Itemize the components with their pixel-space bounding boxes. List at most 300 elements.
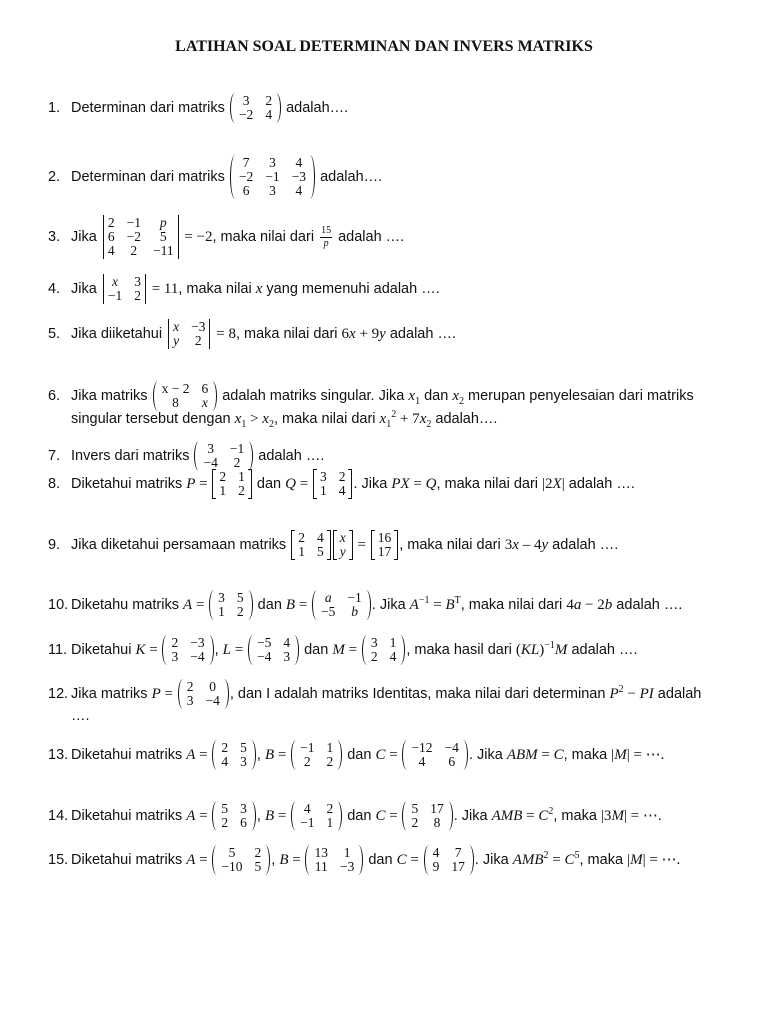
subscript: 2 <box>459 396 464 407</box>
math-symbols: = <box>295 476 312 492</box>
math-term <box>375 807 385 825</box>
matrix <box>305 845 363 875</box>
superscript: T <box>454 595 461 606</box>
right-bracket <box>327 530 331 560</box>
problem-number: 3. <box>48 229 61 245</box>
matrix <box>312 590 371 620</box>
left-determinant-bar <box>168 319 169 349</box>
matrix-cell: 4 <box>418 754 426 769</box>
math-variable: C <box>375 747 386 763</box>
math-term <box>410 596 430 614</box>
matrix-cell: 1 <box>219 483 227 498</box>
problem-line <box>48 215 404 259</box>
math-term <box>349 325 356 343</box>
matrix-cell: 4 <box>107 243 115 258</box>
right-determinant-bar <box>145 274 146 304</box>
problem-text: adalah …. <box>567 642 638 658</box>
problem-line <box>48 679 701 709</box>
problem-number: 9. <box>48 537 61 553</box>
math-variable: A <box>183 597 193 613</box>
problem-text: Diketahui matriks <box>71 852 187 868</box>
matrix-cell: 3 <box>242 93 250 108</box>
math-variable: KL <box>520 642 540 658</box>
math-variable: M <box>611 808 624 824</box>
matrix-cell: 4 <box>338 483 346 498</box>
math-term <box>342 325 350 343</box>
matrix-cell: 5 <box>316 544 324 559</box>
matrix-cell: −4 <box>205 693 220 708</box>
math-symbols: = 8 <box>212 326 236 342</box>
math-term <box>380 410 397 428</box>
matrix-cell: 1 <box>238 469 245 484</box>
math-term <box>492 807 523 825</box>
matrix-cell: 3 <box>218 590 225 605</box>
problem-text: adalah <box>653 686 702 702</box>
matrix-cell: 2 <box>221 740 229 755</box>
math-symbols: = <box>195 852 212 868</box>
matrix-cell: −2 <box>238 107 254 122</box>
problem-text: adalah …. <box>548 537 619 553</box>
math-symbols: = <box>231 642 247 658</box>
matrix-grid <box>218 740 250 770</box>
math-symbols: = <box>192 597 209 613</box>
matrix-cell: 16 <box>377 530 392 545</box>
problem-text: dan <box>253 597 286 613</box>
problem-text: , maka nilai <box>178 281 256 297</box>
matrix <box>194 441 253 471</box>
math-variable: y <box>541 537 549 553</box>
problem-number: 15. <box>48 852 69 868</box>
matrix-cell: b <box>351 604 358 619</box>
right-parenthesis <box>336 740 342 770</box>
problem-text: dan <box>300 642 333 658</box>
matrix-cell: 5 <box>228 845 236 860</box>
subscript: 1 <box>241 419 247 430</box>
math-variable: K <box>135 642 146 658</box>
problem-text: , <box>256 747 265 763</box>
problem-line <box>48 590 682 620</box>
problem-number: 13. <box>48 747 69 763</box>
right-parenthesis <box>399 635 405 665</box>
matrix-cell: 1 <box>218 604 225 619</box>
matrix-cell: 2 <box>326 801 334 816</box>
matrix-cell: −3 <box>339 859 355 874</box>
math-variable: M <box>614 747 627 763</box>
bracket-matrix <box>371 530 399 560</box>
matrix-cell: 2 <box>370 649 378 664</box>
math-variable: B <box>264 747 275 763</box>
math-variable: PX <box>391 476 410 492</box>
right-parenthesis <box>250 740 256 770</box>
matrix-cell: 5 <box>236 590 244 605</box>
problem-text: dan <box>252 476 286 492</box>
problem-text: Invers dari matriks <box>71 448 194 464</box>
matrix-cell: 13 <box>314 845 328 860</box>
matrix-cell: 2 <box>130 243 138 258</box>
matrix-grid <box>200 441 247 471</box>
math-term <box>519 536 542 554</box>
right-parenthesis <box>211 381 217 411</box>
matrix <box>230 155 315 199</box>
matrix-cell: 2 <box>233 455 241 470</box>
matrix-cell: 4 <box>432 845 440 860</box>
math-variable: AMB <box>491 808 523 824</box>
math-variable: ABM <box>506 747 538 763</box>
math-variable: C <box>538 808 549 824</box>
matrix-cell: 3 <box>134 274 141 289</box>
math-term <box>186 475 195 493</box>
math-variable: P <box>186 476 196 492</box>
matrix-cell: 2 <box>265 93 273 108</box>
matrix-cell: −4 <box>190 649 205 664</box>
matrix-cell: 5 <box>411 801 419 816</box>
matrix-grid <box>105 274 144 304</box>
superscript: 2 <box>391 409 397 420</box>
math-term <box>296 475 312 493</box>
right-bracket <box>349 530 353 560</box>
problem-text: Diketahui matriks <box>71 476 187 492</box>
math-term <box>379 325 386 343</box>
matrix <box>162 635 213 665</box>
matrix-cell: 3 <box>370 635 378 650</box>
matrix-cell: 17 <box>430 801 444 816</box>
math-variable: x <box>255 281 263 297</box>
matrix-grid <box>105 215 177 259</box>
math-term <box>195 851 211 869</box>
matrix-cell: 6 <box>448 754 456 769</box>
matrix-cell: −3 <box>190 635 205 650</box>
determinant <box>167 319 211 349</box>
matrix-cell: 4 <box>265 107 273 122</box>
problem-number: 7. <box>48 448 61 464</box>
math-variable: x <box>452 388 459 404</box>
matrix-grid <box>236 155 309 199</box>
matrix-cell: 1 <box>326 740 334 755</box>
math-symbols: | <box>627 852 631 868</box>
math-term <box>246 410 262 428</box>
matrix-cell: y <box>339 544 346 559</box>
problem-text: , maka <box>553 808 601 824</box>
math-variable: x <box>234 411 242 427</box>
math-symbols: | <box>611 747 615 763</box>
math-term <box>262 410 274 428</box>
superscript: 2 <box>618 684 624 695</box>
matrix-cell: 2 <box>298 530 305 545</box>
matrix-cell: 4 <box>295 183 303 198</box>
problem-line <box>48 635 638 665</box>
matrix-cell: 3 <box>207 441 215 456</box>
matrix-cell: 9 <box>432 859 440 874</box>
math-variable: C <box>396 852 407 868</box>
math-term <box>231 641 247 659</box>
math-term <box>605 596 613 614</box>
matrix-cell: 3 <box>283 649 291 664</box>
matrix-cell: 5 <box>240 740 247 755</box>
math-term <box>420 410 432 428</box>
matrix-cell: 3 <box>240 754 247 769</box>
problem-line <box>48 469 635 499</box>
matrix-cell: 2 <box>303 754 311 769</box>
math-term <box>452 387 464 405</box>
matrix-cell: −4 <box>444 740 459 755</box>
math-term <box>624 807 662 825</box>
matrix-cell: 4 <box>221 754 229 769</box>
math-symbols: − <box>623 686 640 702</box>
matrix <box>230 93 281 123</box>
right-parenthesis <box>468 845 474 875</box>
math-term <box>391 475 409 493</box>
matrix-grid <box>317 469 349 499</box>
math-variable: x <box>512 537 519 553</box>
right-bracket <box>348 469 352 499</box>
matrix-cell: 1 <box>319 483 327 498</box>
matrix-cell: 2 <box>194 333 202 348</box>
math-symbols: | <box>561 476 565 492</box>
math-term <box>265 807 274 825</box>
math-variable: A <box>186 808 196 824</box>
matrix-cell: −4 <box>203 455 218 470</box>
math-term <box>539 641 555 659</box>
subscript: 2 <box>268 419 274 430</box>
matrix-cell: 1 <box>326 815 334 830</box>
math-term <box>574 596 582 614</box>
matrix <box>248 635 299 665</box>
math-term <box>429 596 445 614</box>
matrix-cell: 4 <box>303 801 311 816</box>
math-term <box>195 746 211 764</box>
subscript: 2 <box>426 419 432 430</box>
math-variable: L <box>222 642 231 658</box>
math-symbols: = <box>344 642 361 658</box>
problem-text: adalah …. <box>564 476 635 492</box>
math-variable: M <box>332 642 345 658</box>
problem-text: , maka hasil dari <box>406 642 516 658</box>
problem-number: 4. <box>48 281 61 297</box>
matrix-grid <box>430 845 468 875</box>
matrix-cell: 1 <box>343 845 351 860</box>
math-term <box>288 851 304 869</box>
math-symbols: |3 <box>600 808 612 824</box>
math-term <box>408 387 420 405</box>
math-variable: B <box>279 852 289 868</box>
matrix-cell: 11 <box>314 859 328 874</box>
matrix-grid <box>218 845 264 875</box>
problem-text: adalah matriks singular. Jika <box>218 388 409 404</box>
matrix-cell: −10 <box>221 859 243 874</box>
math-term <box>624 685 640 703</box>
matrix-cell: −11 <box>152 243 174 258</box>
math-term <box>385 746 401 764</box>
math-term <box>274 746 290 764</box>
math-variable: P <box>151 686 161 702</box>
matrix-grid <box>254 635 293 665</box>
math-symbols: – 4 <box>518 537 542 553</box>
matrix <box>212 740 256 770</box>
fraction-numerator: 15 <box>321 224 332 236</box>
problem-text: , maka nilai dari <box>436 476 543 492</box>
math-variable: B <box>264 808 275 824</box>
matrix <box>402 740 468 770</box>
problem-line <box>48 801 662 831</box>
matrix-cell: −5 <box>256 635 272 650</box>
matrix-cell: −1 <box>265 169 280 184</box>
math-term <box>186 746 195 764</box>
problem-line <box>48 740 664 770</box>
matrix-grid <box>297 801 336 831</box>
matrix-grid <box>216 469 248 499</box>
matrix <box>291 740 342 770</box>
math-term <box>152 685 161 703</box>
problem-line <box>48 381 694 411</box>
matrix-grid <box>375 530 395 560</box>
matrix <box>153 381 218 411</box>
problem-text: , maka nilai dari <box>460 597 567 613</box>
math-term <box>542 475 553 493</box>
matrix-cell: 2 <box>326 754 334 769</box>
math-term <box>407 851 423 869</box>
math-term <box>554 746 564 764</box>
problem-text: adalah …. <box>254 448 325 464</box>
matrix <box>362 635 406 665</box>
matrix-cell: 2 <box>338 469 346 484</box>
matrix-grid <box>297 740 336 770</box>
problem-text: , maka <box>579 852 628 868</box>
matrix-cell: 5 <box>221 801 229 816</box>
math-term <box>135 641 145 659</box>
matrix-cell: 3 <box>269 183 276 198</box>
problem-text: Jika diiketahui <box>71 326 167 342</box>
matrix-cell: 6 <box>201 381 209 396</box>
right-bracket <box>394 530 398 560</box>
matrix-cell: 5 <box>254 859 262 874</box>
fraction-denominator: p <box>323 237 329 249</box>
math-term <box>611 807 624 825</box>
math-term <box>161 685 177 703</box>
matrix <box>212 845 270 875</box>
math-variable: A <box>186 747 196 763</box>
problem-text: Jika matriks <box>71 686 152 702</box>
math-term <box>538 807 553 825</box>
problem-text: adalah…. <box>316 169 383 185</box>
matrix-cell: −12 <box>411 740 433 755</box>
right-parenthesis <box>447 801 453 831</box>
matrix-grid <box>159 381 212 411</box>
math-term <box>223 641 231 659</box>
matrix-grid <box>218 801 250 831</box>
matrix <box>212 801 256 831</box>
math-variable: B <box>285 597 296 613</box>
page-title: LATIHAN SOAL DETERMINAN DAN INVERS MATRIKS <box>175 38 593 55</box>
math-symbols: = <box>406 852 423 868</box>
math-term <box>581 596 604 614</box>
math-term <box>146 641 162 659</box>
math-term <box>295 596 311 614</box>
matrix-cell: 1 <box>298 544 305 559</box>
matrix-cell: x <box>173 319 180 334</box>
math-term <box>332 641 345 659</box>
problem-text: adalah …. <box>334 229 405 245</box>
problem-line <box>48 441 324 471</box>
matrix-cell: 2 <box>186 679 194 694</box>
matrix-cell: 8 <box>433 815 441 830</box>
problem-line <box>48 530 618 560</box>
math-symbols: | = ⋯. <box>642 852 681 868</box>
problem-text: dan <box>364 852 397 868</box>
problem-text: Diketahui <box>71 642 136 658</box>
problem-text: , maka nilai dari <box>273 411 380 427</box>
math-symbols: + 9 <box>355 326 380 342</box>
right-parenthesis <box>357 845 363 875</box>
determinant <box>102 274 147 304</box>
problem-number: 8. <box>48 476 61 492</box>
problem-text: Jika matriks <box>71 388 152 404</box>
matrix-cell: −1 <box>347 590 362 605</box>
problem-text: . Jika <box>371 597 410 613</box>
problem-text: singular tersebut dengan <box>71 411 235 427</box>
math-variable: M <box>630 852 643 868</box>
matrix-cell: 6 <box>107 229 115 244</box>
math-term <box>601 807 612 825</box>
right-parenthesis <box>264 845 270 875</box>
math-variable: AMB <box>512 852 544 868</box>
problem-number: 11. <box>48 642 68 658</box>
math-symbols: = <box>195 808 212 824</box>
right-parenthesis <box>250 801 256 831</box>
problem-text: Diketahu matriks <box>71 597 184 613</box>
problem-text: Jika <box>71 281 101 297</box>
math-term <box>630 851 643 869</box>
math-variable: Q <box>285 476 296 492</box>
matrix-grid <box>215 590 247 620</box>
matrix-cell: x − 2 <box>161 381 190 396</box>
problem-text: Determinan dari matriks <box>71 100 229 116</box>
matrix <box>291 801 342 831</box>
math-symbols: = <box>160 686 177 702</box>
right-determinant-bar <box>178 215 179 259</box>
math-variable: B <box>445 597 455 613</box>
right-parenthesis <box>365 590 371 620</box>
right-parenthesis <box>275 93 281 123</box>
problem-text: adalah…. <box>282 100 349 116</box>
problem-text: , <box>256 808 265 824</box>
math-symbols: > <box>246 411 263 427</box>
problem-text: . Jika <box>474 852 513 868</box>
math-symbols: 6 <box>341 326 350 342</box>
math-variable: x <box>379 411 387 427</box>
math-term <box>181 228 213 246</box>
math-variable: PI <box>639 686 654 702</box>
math-term <box>640 685 654 703</box>
matrix-cell: 0 <box>209 679 217 694</box>
math-term <box>192 596 208 614</box>
matrix-cell: 7 <box>454 845 462 860</box>
math-term <box>212 325 235 343</box>
matrix-grid <box>337 530 349 560</box>
math-symbols: = <box>537 747 554 763</box>
matrix-cell: 1 <box>389 635 397 650</box>
problem-text: adalah…. <box>431 411 498 427</box>
matrix-cell: 2 <box>107 215 115 230</box>
problem-text: , <box>271 852 280 868</box>
bracket-matrix <box>313 469 353 499</box>
math-term <box>256 280 263 298</box>
matrix-cell: 3 <box>171 649 179 664</box>
math-variable: A <box>186 852 196 868</box>
matrix-cell: −1 <box>107 288 123 303</box>
matrix-cell: 17 <box>377 544 392 559</box>
right-parenthesis <box>223 679 229 709</box>
math-term <box>507 746 538 764</box>
